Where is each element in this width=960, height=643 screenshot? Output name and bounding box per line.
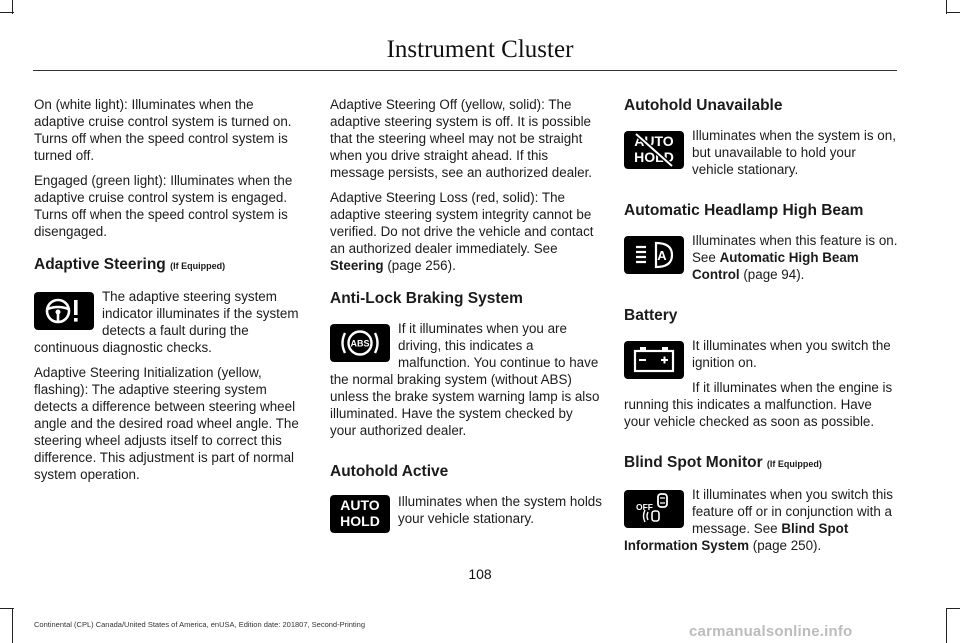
paragraph: It illuminates when you switch the ignition on. bbox=[692, 338, 891, 370]
abs-icon bbox=[330, 324, 390, 362]
svg-text:ABS: ABS bbox=[350, 338, 370, 349]
section-heading: Anti-Lock Braking System bbox=[330, 290, 523, 307]
paragraph: Illuminates when the system holds your vehicle stationary. bbox=[398, 494, 602, 526]
section-heading: Automatic Headlamp High Beam bbox=[624, 202, 864, 219]
paragraph: Adaptive Steering Initialization (yellow, flashing): The adaptive steering system detects a difference between steering wheel angle and the desired road wheel angle. The steering wheel adjusts itself to correct this difference. This adjustment is part of normal system operation. bbox=[34, 365, 299, 482]
header-divider bbox=[33, 70, 897, 71]
steering-wheel-exclamation-icon bbox=[34, 292, 94, 330]
cross-reference-link[interactable]: Steering bbox=[330, 258, 384, 273]
crop-mark bbox=[12, 608, 13, 643]
svg-text:A: A bbox=[657, 248, 667, 263]
heading-text: Adaptive Steering bbox=[34, 256, 166, 273]
autohold-unavailable-row bbox=[624, 127, 898, 186]
column-1 bbox=[34, 96, 306, 491]
heading-qualifier: (If Equipped) bbox=[766, 459, 822, 469]
battery-icon bbox=[624, 341, 684, 379]
column-2 bbox=[330, 96, 602, 535]
paragraph: Adaptive Steering Loss (red, solid): The adaptive steering system integrity cannot be verified. Do not drive the vehicle and contact an authorized dealer immediately. See Steering (page 256). bbox=[330, 190, 594, 273]
auto-high-beam-icon bbox=[624, 236, 684, 274]
blind-spot-off-icon: OFF bbox=[624, 490, 684, 528]
crop-mark bbox=[946, 12, 960, 13]
paragraph: On (white light): Illuminates when the adaptive cruise control system is turned on. Turns off when the speed control system is turned off. bbox=[34, 97, 292, 163]
watermark: carmanualsonline.info bbox=[689, 623, 853, 640]
paragraph: It illuminates when you switch this feature off or in conjunction with a message. See Blind Spot Information System (page 250). bbox=[624, 487, 893, 553]
crop-mark bbox=[0, 12, 14, 13]
section-heading: Autohold Active bbox=[330, 463, 449, 480]
page-title: Instrument Cluster bbox=[386, 36, 574, 63]
section-heading: Autohold Unavailable bbox=[624, 97, 783, 114]
paragraph: If it illuminates when the engine is running this indicates a malfunction. Have your vehicle checked as soon as possible. bbox=[624, 380, 893, 429]
crop-mark bbox=[946, 608, 947, 643]
paragraph: The adaptive steering system indicator illuminates if the system detects a fault during the continuous diagnostic checks. bbox=[34, 289, 299, 355]
column-3 bbox=[624, 96, 898, 562]
heading-text: Blind Spot Monitor bbox=[624, 454, 763, 471]
autohold-active-row bbox=[330, 493, 602, 535]
paragraph: Adaptive Steering Off (yellow, solid): The adaptive steering system is off. It is possible that the steering wheel may not be straight when you drive straight ahead. If this message persists, see an authorized dealer. bbox=[330, 97, 593, 180]
edition-footer: Continental (CPL) Canada/United States of America, enUSA, Edition date: 201807, Second-Printing bbox=[34, 620, 366, 629]
paragraph: If it illuminates when you are driving, this indicates a malfunction. You continue to have the normal braking system (without ABS) unless the brake system warning lamp is also illuminated. Have the system checked by your authorized dealer. bbox=[330, 321, 600, 438]
page-number: 108 bbox=[468, 566, 492, 582]
cross-reference-link[interactable]: Automatic High Beam Control bbox=[692, 250, 859, 282]
section-heading: Battery bbox=[624, 307, 678, 324]
crop-mark bbox=[0, 608, 14, 609]
headlamp-row bbox=[624, 232, 898, 291]
heading-qualifier: (If Equipped) bbox=[170, 261, 226, 271]
paragraph: Engaged (green light): Illuminates when the adaptive cruise control system is engaged. Turns off when the speed control system is disengaged. bbox=[34, 173, 293, 239]
paragraph: Illuminates when this feature is on. See Automatic High Beam Control (page 94). bbox=[692, 233, 898, 282]
crop-mark bbox=[946, 608, 960, 609]
cross-reference-link[interactable]: Blind Spot Information System bbox=[624, 521, 849, 553]
paragraph: Illuminates when the system is on, but unavailable to hold your vehicle stationary. bbox=[692, 128, 896, 177]
autohold-crossed-icon: AUTO HOLD bbox=[624, 131, 684, 169]
section-heading bbox=[624, 453, 898, 474]
autohold-icon: AUTO HOLD bbox=[330, 495, 390, 533]
section-heading bbox=[34, 255, 306, 276]
